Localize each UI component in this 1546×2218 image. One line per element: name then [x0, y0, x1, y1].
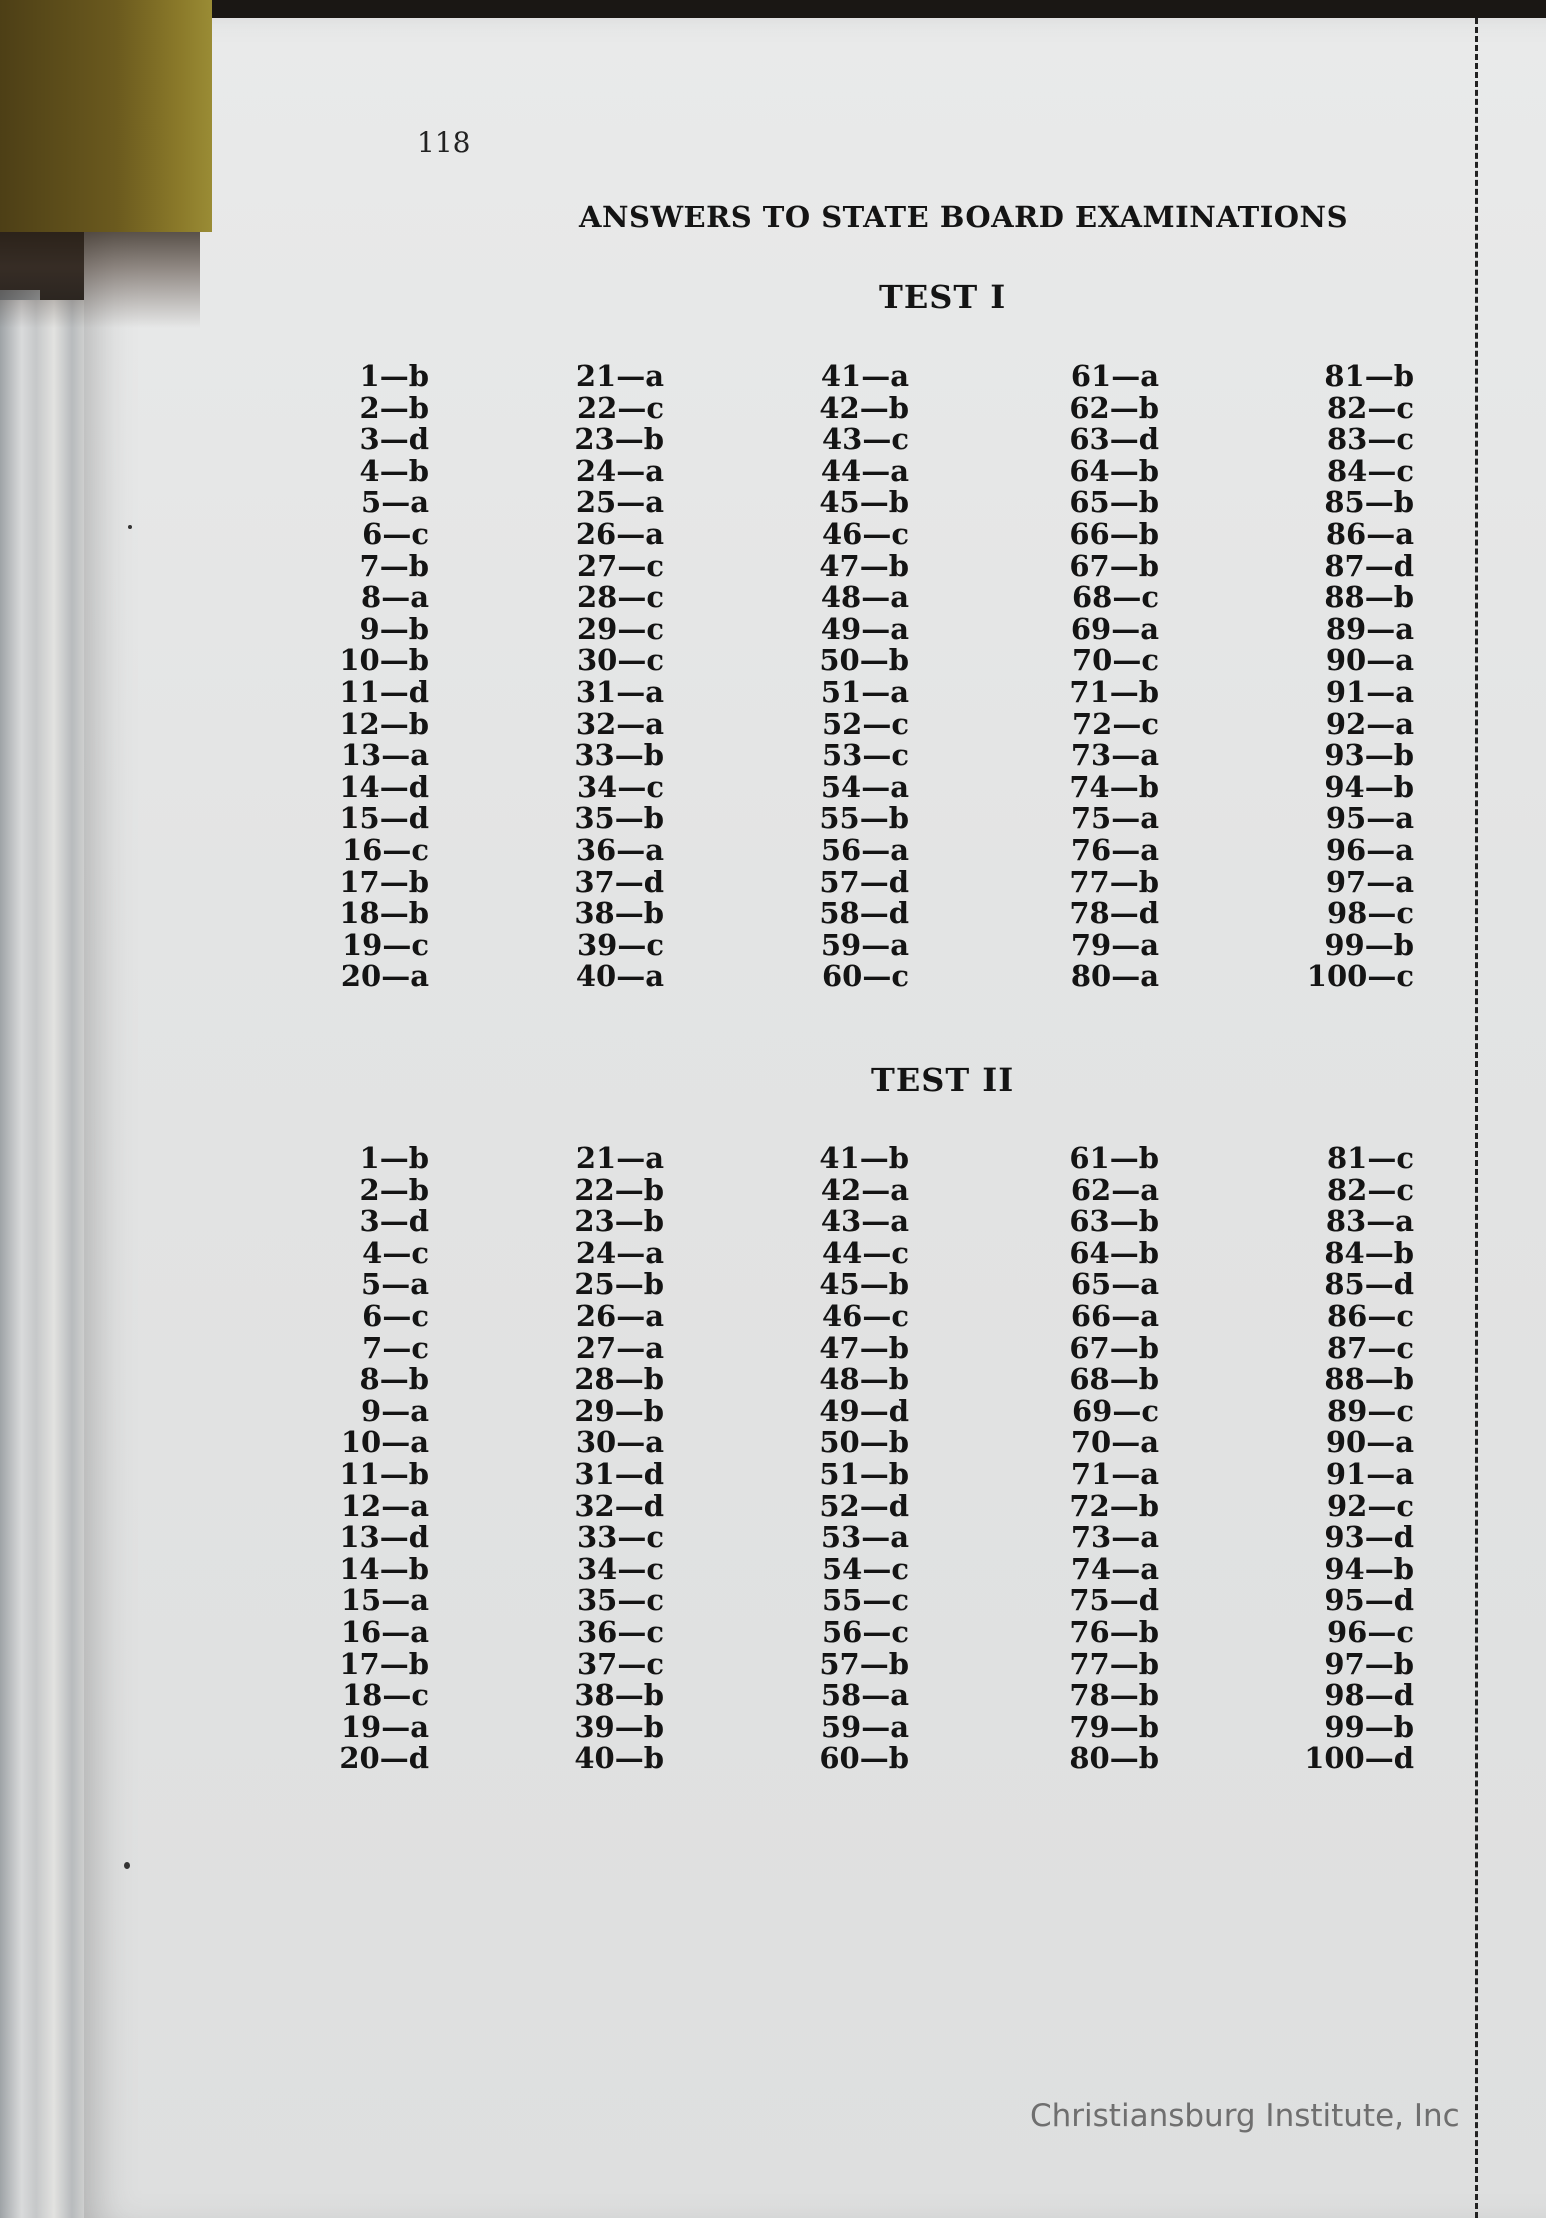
answer-item: 6—c — [362, 1298, 429, 1333]
answer-item: 50—b — [819, 643, 909, 678]
answer-item: 64—b — [1069, 453, 1159, 488]
answer-item: 29—c — [576, 611, 664, 646]
answer-item: 18—b — [339, 896, 429, 931]
answer-item: 46—c — [821, 1298, 909, 1333]
answer-item: 52—c — [821, 706, 909, 741]
answer-item: 41—b — [819, 1141, 909, 1175]
answer-column — [769, 361, 909, 993]
answer-item: 56—c — [821, 1614, 909, 1649]
answer-item: 53—c — [821, 738, 909, 773]
answer-item: 24—a — [575, 1235, 664, 1270]
answer-column — [1019, 361, 1159, 993]
answer-item: 34—c — [576, 1551, 664, 1586]
answer-item: 76—a — [1070, 832, 1159, 867]
answer-item: 72—b — [1069, 1488, 1159, 1523]
watermark-text: Christiansburg Institute, Inc — [1030, 2098, 1460, 2134]
answer-item: 88—b — [1324, 1362, 1414, 1397]
answer-item: 44—c — [821, 1235, 909, 1270]
answer-item: 29—b — [574, 1393, 664, 1428]
answer-item: 96—c — [1326, 1614, 1414, 1649]
answer-item: 16—c — [341, 832, 429, 867]
answer-item: 45—b — [819, 1267, 909, 1302]
answer-item: 92—c — [1326, 1488, 1414, 1523]
answer-column — [1019, 1143, 1159, 1775]
answer-item: 98—d — [1324, 1678, 1414, 1713]
answer-item: 89—a — [1325, 611, 1414, 646]
answer-item: 96—a — [1325, 832, 1414, 867]
answer-item: 47—b — [819, 1330, 909, 1365]
answer-item: 66—a — [1070, 1298, 1159, 1333]
answer-item: 40—a — [575, 959, 664, 994]
answer-item: 48—a — [820, 580, 909, 615]
answer-item: 99—b — [1324, 1709, 1414, 1744]
answer-item: 59—a — [820, 927, 909, 962]
answer-item: 87—c — [1326, 1330, 1414, 1365]
answer-item: 11—b — [339, 1456, 429, 1491]
answer-item: 19—a — [340, 1709, 429, 1744]
answer-item: 33—b — [574, 738, 664, 773]
answer-item: 32—a — [575, 706, 664, 741]
answer-item: 77—b — [1069, 864, 1159, 899]
answer-item: 37—c — [576, 1646, 664, 1681]
answer-item: 25—a — [575, 485, 664, 520]
answer-item: 16—a — [340, 1614, 429, 1649]
answer-item: 97—b — [1324, 1646, 1414, 1681]
answer-item: 87—d — [1324, 548, 1414, 583]
page-number: 118 — [417, 126, 471, 159]
answer-item: 54—a — [820, 769, 909, 804]
answer-item: 81—b — [1324, 359, 1414, 393]
answer-item: 69—a — [1070, 611, 1159, 646]
answer-column — [1274, 1143, 1414, 1775]
answer-item: 54—c — [821, 1551, 909, 1586]
answer-item: 46—c — [821, 516, 909, 551]
answer-item: 9—a — [361, 1393, 429, 1428]
answer-item: 62—a — [1070, 1172, 1159, 1207]
answer-item: 3—d — [359, 422, 429, 457]
answer-item: 78—d — [1069, 896, 1159, 931]
answer-item: 70—a — [1070, 1425, 1159, 1460]
answer-item: 35—b — [574, 801, 664, 836]
answer-item: 60—c — [821, 959, 909, 994]
answer-item: 51—b — [819, 1456, 909, 1491]
answer-item: 95—d — [1324, 1583, 1414, 1618]
answer-item: 47—b — [819, 548, 909, 583]
bookmark-shadow — [0, 218, 200, 328]
answer-item: 76—b — [1069, 1614, 1159, 1649]
answer-item: 84—b — [1324, 1235, 1414, 1270]
answer-column — [1274, 361, 1414, 993]
answer-item: 43—a — [820, 1204, 909, 1239]
answer-item: 30—c — [576, 643, 664, 678]
answer-item: 35—c — [576, 1583, 664, 1618]
answer-item: 13—a — [340, 738, 429, 773]
answer-item: 67—b — [1069, 548, 1159, 583]
answer-item: 15—d — [339, 801, 429, 836]
answer-item: 21—a — [575, 1141, 664, 1175]
answer-item: 40—b — [574, 1741, 664, 1776]
answer-item: 75—a — [1070, 801, 1159, 836]
answer-item: 5—a — [361, 485, 429, 520]
answer-item: 78—b — [1069, 1678, 1159, 1713]
answer-item: 10—a — [340, 1425, 429, 1460]
answer-column — [524, 361, 664, 993]
answer-item: 26—a — [575, 1298, 664, 1333]
answer-item: 62—b — [1069, 390, 1159, 425]
answer-item: 100—d — [1304, 1741, 1414, 1776]
answer-item: 94—b — [1324, 1551, 1414, 1586]
answer-item: 34—c — [576, 769, 664, 804]
answer-item: 55—b — [819, 801, 909, 836]
answer-item: 17—b — [339, 864, 429, 899]
answer-item: 20—d — [339, 1741, 429, 1776]
answer-item: 52—d — [819, 1488, 909, 1523]
answer-item: 24—a — [575, 453, 664, 488]
answer-item: 75—d — [1069, 1583, 1159, 1618]
answer-item: 79—a — [1070, 927, 1159, 962]
answer-column — [289, 1143, 429, 1775]
answer-item: 65—a — [1070, 1267, 1159, 1302]
paper-speck — [124, 1862, 130, 1869]
answer-item: 1—b — [359, 1141, 429, 1175]
answer-item: 82—c — [1326, 390, 1414, 425]
answer-item: 85—b — [1324, 485, 1414, 520]
answer-item: 48—b — [819, 1362, 909, 1397]
paper-speck — [128, 525, 132, 529]
answer-item: 97—a — [1325, 864, 1414, 899]
answer-item: 14—b — [339, 1551, 429, 1586]
answer-item: 1—b — [359, 359, 429, 393]
answer-item: 68—c — [1071, 580, 1159, 615]
answer-item: 27—c — [576, 548, 664, 583]
answer-item: 82—c — [1326, 1172, 1414, 1207]
answer-item: 64—b — [1069, 1235, 1159, 1270]
answer-item: 100—c — [1306, 959, 1414, 994]
answer-item: 18—c — [341, 1678, 429, 1713]
answer-item: 15—a — [340, 1583, 429, 1618]
answer-item: 43—c — [821, 422, 909, 457]
answer-item: 49—d — [819, 1393, 909, 1428]
answer-item: 85—d — [1324, 1267, 1414, 1302]
answer-item: 80—b — [1069, 1741, 1159, 1776]
answer-item: 95—a — [1325, 801, 1414, 836]
answer-item: 50—b — [819, 1425, 909, 1460]
bookmark-tab — [0, 0, 212, 232]
answer-item: 20—a — [340, 959, 429, 994]
answer-item: 77—b — [1069, 1646, 1159, 1681]
answer-item: 38—b — [574, 1678, 664, 1713]
answer-item: 41—a — [820, 359, 909, 393]
answer-item: 4—c — [362, 1235, 429, 1270]
answer-item: 53—a — [820, 1520, 909, 1555]
answer-item: 55—c — [821, 1583, 909, 1618]
answer-item: 68—b — [1069, 1362, 1159, 1397]
answer-item: 42—b — [819, 390, 909, 425]
answer-item: 22—c — [576, 390, 664, 425]
answer-item: 23—b — [574, 1204, 664, 1239]
answer-column — [289, 361, 429, 993]
answer-item: 91—a — [1325, 1456, 1414, 1491]
answer-item: 9—b — [359, 611, 429, 646]
answer-item: 38—b — [574, 896, 664, 931]
answer-item: 6—c — [362, 516, 429, 551]
answer-item: 17—b — [339, 1646, 429, 1681]
answer-item: 70—c — [1071, 643, 1159, 678]
answer-item: 86—a — [1325, 516, 1414, 551]
answer-item: 91—a — [1325, 674, 1414, 709]
answer-item: 26—a — [575, 516, 664, 551]
answer-item: 86—c — [1326, 1298, 1414, 1333]
answer-item: 51—a — [820, 674, 909, 709]
answer-item: 60—b — [819, 1741, 909, 1776]
answer-item: 73—a — [1070, 738, 1159, 773]
answer-item: 61—a — [1070, 359, 1159, 393]
answer-item: 5—a — [361, 1267, 429, 1302]
answer-item: 79—b — [1069, 1709, 1159, 1744]
answer-item: 39—c — [576, 927, 664, 962]
answer-item: 32—d — [574, 1488, 664, 1523]
answer-item: 63—d — [1069, 422, 1159, 457]
dashed-border — [1475, 18, 1478, 2218]
answer-item: 31—d — [574, 1456, 664, 1491]
answer-item: 25—b — [574, 1267, 664, 1302]
answer-item: 94—b — [1324, 769, 1414, 804]
test-2-title: TEST II — [871, 1061, 1015, 1099]
answer-item: 31—a — [575, 674, 664, 709]
answer-item: 12—b — [339, 706, 429, 741]
answer-item: 30—a — [575, 1425, 664, 1460]
answer-item: 80—a — [1070, 959, 1159, 994]
answer-item: 58—a — [820, 1678, 909, 1713]
answer-item: 28—c — [576, 580, 664, 615]
answer-item: 61—b — [1069, 1141, 1159, 1175]
answer-column — [769, 1143, 909, 1775]
answer-item: 7—b — [359, 548, 429, 583]
answer-item: 57—b — [819, 1646, 909, 1681]
answer-item: 2—b — [359, 390, 429, 425]
answer-item: 93—b — [1324, 738, 1414, 773]
answer-item: 33—c — [576, 1520, 664, 1555]
answer-item: 45—b — [819, 485, 909, 520]
answer-item: 8—a — [361, 580, 429, 615]
answer-item: 39—b — [574, 1709, 664, 1744]
answer-item: 74—b — [1069, 769, 1159, 804]
answer-item: 37—d — [574, 864, 664, 899]
answer-item: 19—c — [341, 927, 429, 962]
answer-item: 72—c — [1071, 706, 1159, 741]
answer-item: 74—a — [1070, 1551, 1159, 1586]
answer-item: 93—d — [1324, 1520, 1414, 1555]
answer-item: 8—b — [359, 1362, 429, 1397]
answer-item: 14—d — [339, 769, 429, 804]
answer-item: 42—a — [820, 1172, 909, 1207]
answer-item: 22—b — [574, 1172, 664, 1207]
answer-item: 99—b — [1324, 927, 1414, 962]
answer-item: 28—b — [574, 1362, 664, 1397]
answer-item: 98—c — [1326, 896, 1414, 931]
answer-item: 4—b — [359, 453, 429, 488]
answer-item: 65—b — [1069, 485, 1159, 520]
answer-item: 92—a — [1325, 706, 1414, 741]
answer-column — [524, 1143, 664, 1775]
answer-item: 69—c — [1071, 1393, 1159, 1428]
answer-item: 71—b — [1069, 674, 1159, 709]
answer-item: 2—b — [359, 1172, 429, 1207]
answer-item: 66—b — [1069, 516, 1159, 551]
answer-item: 10—b — [339, 643, 429, 678]
answer-item: 67—b — [1069, 1330, 1159, 1365]
answer-item: 89—c — [1326, 1393, 1414, 1428]
answer-item: 27—a — [575, 1330, 664, 1365]
answer-item: 90—a — [1325, 1425, 1414, 1460]
answer-item: 63—b — [1069, 1204, 1159, 1239]
answer-item: 7—c — [362, 1330, 429, 1365]
book-page — [84, 18, 1546, 2218]
answer-item: 73—a — [1070, 1520, 1159, 1555]
answer-item: 11—d — [339, 674, 429, 709]
answer-item: 56—a — [820, 832, 909, 867]
answer-item: 81—c — [1326, 1141, 1414, 1175]
answer-item: 83—a — [1325, 1204, 1414, 1239]
answer-item: 21—a — [575, 359, 664, 393]
answer-item: 49—a — [820, 611, 909, 646]
answer-item: 23—b — [574, 422, 664, 457]
answer-item: 71—a — [1070, 1456, 1159, 1491]
page-title: ANSWERS TO STATE BOARD EXAMINATIONS — [579, 200, 1349, 234]
answer-item: 44—a — [820, 453, 909, 488]
answer-item: 90—a — [1325, 643, 1414, 678]
answer-item: 13—d — [339, 1520, 429, 1555]
test-1-title: TEST I — [879, 278, 1007, 316]
answer-item: 12—a — [340, 1488, 429, 1523]
answer-item: 57—d — [819, 864, 909, 899]
answer-item: 88—b — [1324, 580, 1414, 615]
answer-item: 58—d — [819, 896, 909, 931]
answer-item: 3—d — [359, 1204, 429, 1239]
answer-item: 36—a — [575, 832, 664, 867]
answer-item: 59—a — [820, 1709, 909, 1744]
answer-item: 83—c — [1326, 422, 1414, 457]
answer-item: 36—c — [576, 1614, 664, 1649]
answer-item: 84—c — [1326, 453, 1414, 488]
